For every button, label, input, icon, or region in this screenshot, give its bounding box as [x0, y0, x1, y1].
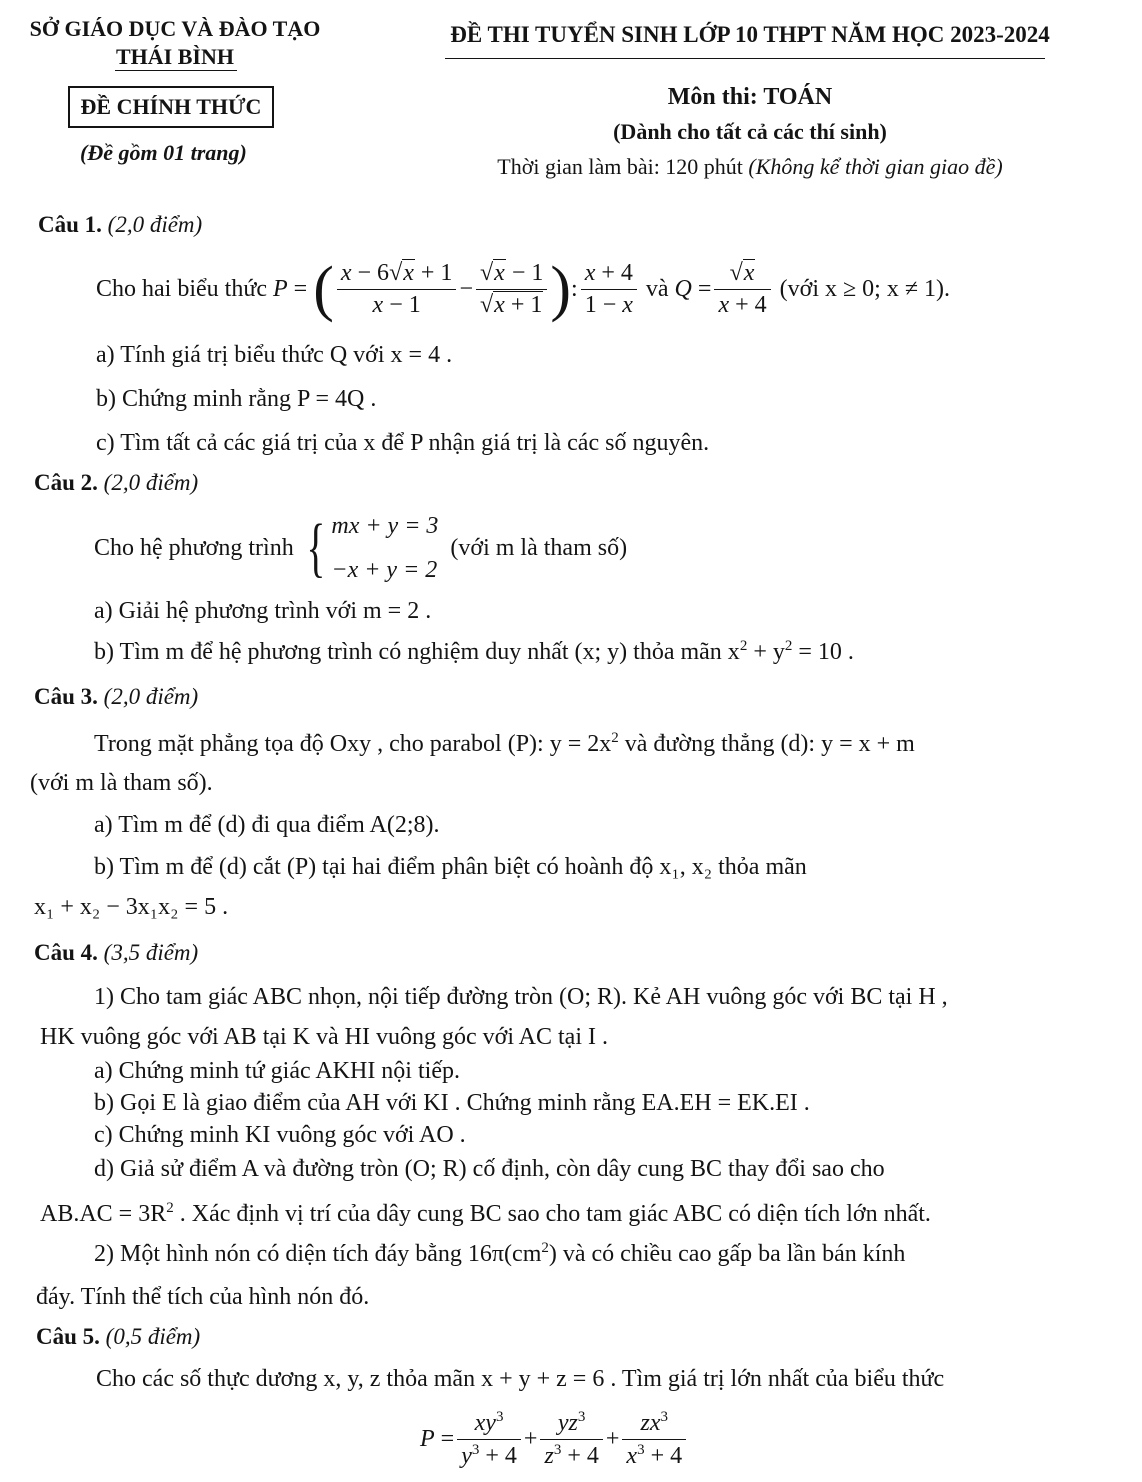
q4-part-c: c) Chứng minh KI vuông góc với AO . [94, 1122, 466, 1148]
exam-title: ĐỀ THI TUYỂN SINH LỚP 10 THPT NĂM HỌC 2023-2024 [450, 22, 1050, 47]
subject: Môn thi: TOÁN [667, 84, 833, 110]
q3-heading [34, 684, 198, 710]
q2-part-b-post: = 10 . [792, 639, 854, 665]
q2-system [94, 504, 627, 592]
q4-p2-line1-pre: 2) Một hình nón có diện tích đáy bằng 16π(cm [94, 1241, 542, 1267]
q3-part-a: a) Tìm m để (d) đi qua điểm A(2;8). [94, 812, 440, 838]
q2-part-a: a) Giải hệ phương trình với m = 2 . [94, 598, 432, 624]
q2-part-b-pre: b) Tìm m để hệ phương trình có nghiệm duy nhất (x; y) thỏa mãn x [94, 639, 740, 665]
q3-part-b-line2: x₁ + x₂ − 3x₁x₂ = 5 . [34, 894, 229, 920]
q1-expressions: Cho hai biểu thức P = ( $\frac{x - 6√x + 1}{x - 1}$ − $\frac{√x - 1}{√x + 1}$ ) : $\frac{x + 4}{1 - x}$ và Q = $\frac{√x}{x + 4}$ (với x ≥ 0; x ≠ 1). [96, 255, 950, 323]
province-underline [115, 70, 237, 71]
q4-p2-line1: 2) Một hình nón có diện tích đáy bằng $16\pi(cm^2)$ và có chiều cao gấp ba lần bán kính [94, 1240, 906, 1267]
audience: (Dành cho tất cả các thí sinh) [613, 119, 887, 144]
q3-points: (2,0 điểm) [103, 684, 199, 709]
q3-part-b-line1: b) Tìm m để (d) cắt (P) tại hai điểm phân biệt có hoành độ x₁, x₂ thỏa mãn [94, 854, 807, 880]
q4-part-d2-post: . Xác định vị trí của dây cung BC sao cho tam giác ABC có diện tích lớn nhất. [173, 1201, 931, 1227]
q3-line1-post: và đường thẳng (d): y = x + m [618, 731, 915, 757]
q2-part-b: b) Tìm m để hệ phương trình có nghiệm duy nhất (x; y) thỏa mãn $x^2 + y^2 = 10$ . [94, 638, 854, 665]
province-name: THÁI BÌNH [116, 44, 234, 69]
q4-part-d2-pre: AB.AC = 3R [40, 1201, 167, 1227]
official-label: ĐỀ CHÍNH THỨC [68, 86, 274, 128]
time-line [410, 154, 1090, 180]
q4-title: Câu 4. [34, 940, 98, 965]
q5-line1: Cho các số thực dương x, y, z thỏa mãn x + y + z = 6 . Tìm giá trị lớn nhất của biểu thức [96, 1366, 945, 1392]
q4-p2-line2: đáy. Tính thể tích của hình nón đó. [36, 1284, 370, 1310]
time-note: (Không kể thời gian giao đề) [748, 154, 1003, 179]
q2-intro: Cho hệ phương trình [94, 534, 294, 561]
q2-eq2: −x + y = 2 [331, 557, 438, 583]
q3-line1: Trong mặt phẳng tọa độ Oxy , cho parabol (P): $y = 2x^2$ và đường thẳng (d): y = x + m [94, 730, 915, 757]
q3-line2: (với m là tham số). [30, 770, 213, 796]
q2-points: (2,0 điểm) [103, 470, 199, 495]
q2-part-b-mid: + y [747, 639, 785, 665]
q5-title: Câu 5. [36, 1324, 100, 1349]
q1-heading [38, 212, 202, 238]
q4-points: (3,5 điểm) [103, 940, 199, 965]
q4-part-a: a) Chứng minh tứ giác AKHI nội tiếp. [94, 1058, 460, 1084]
q4-part-d-line1: d) Giả sử điểm A và đường tròn (O; R) cố định, còn dây cung BC thay đổi sao cho [94, 1156, 885, 1182]
time-prefix: Thời gian làm bài: 120 phút [497, 154, 743, 179]
exam-title-underline [445, 58, 1045, 59]
q1-intro: Cho hai biểu thức [96, 275, 267, 302]
q4-p1-line1: 1) Cho tam giác ABC nhọn, nội tiếp đường tròn (O; R). Kẻ AH vuông góc với BC tại H , [94, 984, 948, 1010]
q1-condition: (với x ≥ 0; x ≠ 1). [779, 275, 950, 302]
q4-p1-line2: HK vuông góc với AB tại K và HI vuông góc với AC tại I . [40, 1024, 608, 1050]
q4-heading [34, 940, 198, 966]
q1-part-b: b) Chứng minh rằng P = 4Q . [96, 386, 377, 412]
department-name: SỞ GIÁO DỤC VÀ ĐÀO TẠO [29, 16, 321, 41]
q1-title: Câu 1. [38, 212, 102, 237]
q4-part-b: b) Gọi E là giao điểm của AH với KI . Chứng minh rằng EA.EH = EK.EI . [94, 1090, 810, 1116]
q5-expression: P = $\frac{xy^3}{y^3 + 4}$ + $\frac{yz^3}{z^3 + 4}$ + $\frac{zx^3}{x^3 + 4}$ [420, 1400, 689, 1478]
q3-line1-pre: Trong mặt phẳng tọa độ Oxy , cho parabol (P): y = 2x [94, 731, 612, 757]
system-brace: { [306, 511, 326, 584]
q3-title: Câu 3. [34, 684, 98, 709]
q1-and: và [645, 275, 669, 302]
q2-title: Câu 2. [34, 470, 98, 495]
q1-part-a: a) Tính giá trị biểu thức Q với x = 4 . [96, 342, 453, 368]
q2-eq1: mx + y = 3 [331, 513, 439, 539]
q5-points: (0,5 điểm) [105, 1324, 201, 1349]
q4-part-d-line2: $AB.AC = 3R^2$ . Xác định vị trí của dây cung BC sao cho tam giác ABC có diện tích lớn nhất. [40, 1200, 931, 1227]
q1-part-c: c) Tìm tất cả các giá trị của x để P nhận giá trị là các số nguyên. [96, 430, 710, 456]
q2-param: (với m là tham số) [450, 534, 628, 561]
pages-note: (Đề gồm 01 trang) [80, 140, 247, 165]
q5-heading [36, 1324, 200, 1350]
q1-points: (2,0 điểm) [107, 212, 203, 237]
q2-heading [34, 470, 198, 496]
q4-p2-line1-post: ) và có chiều cao gấp ba lần bán kính [548, 1241, 906, 1267]
